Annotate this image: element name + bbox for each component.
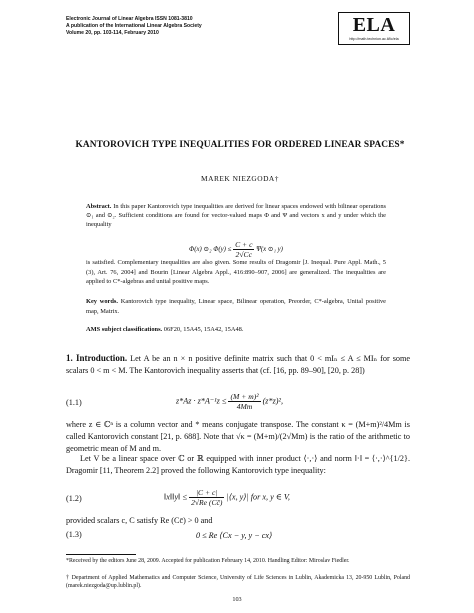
journal-header xyxy=(66,16,202,37)
abstract-text-2: is satisfied. Complementary inequalities are also given. Some results of Dragomir [J. Inequal. Pure Appl. Math., 5 (3), Art. 76, 2004] and Bourin [Linear Algebra Appl., 416:890–907, 2006] are generalized. The inequalities are applied to C*-algebras and unital positive maps. xyxy=(86,259,386,286)
equation-numerator: (M + m)² xyxy=(230,392,259,401)
ams-classification xyxy=(86,326,386,333)
equation-1-2 xyxy=(66,488,410,510)
footnote-affiliation: † Department of Applied Mathematics and Computer Science, University of Life Sciences in Lublin, Akademicka 13, 20-950 Lublin, Poland (marek.niezgoda@up.lublin.pl). xyxy=(66,575,410,589)
equation-number: (1.3) xyxy=(66,530,82,539)
equation-right: |⟨x, y⟩| for x, y ∈ V, xyxy=(226,492,290,502)
page-number: 103 xyxy=(232,596,242,603)
equation-denominator: 4Mm xyxy=(236,402,253,411)
abstract-eq-left: Φ(x) ⊙₂ Φ(y) ≤ xyxy=(189,246,232,254)
journal-line-1: Electronic Journal of Linear Algebra ISSN 1081-3810 xyxy=(66,16,193,22)
paragraph-4: provided scalars c, C satisfy Re (Cc̄) > 0 and xyxy=(66,516,213,525)
equation-numerator: |C + c| xyxy=(189,488,224,498)
equation-number: (1.1) xyxy=(66,398,82,407)
abstract-eq-numerator: C + c xyxy=(235,240,253,249)
paper-author: MAREK NIEZGODA† xyxy=(201,174,279,183)
ela-logo-url[interactable]: http://math.technion.ac.il/iic/ela xyxy=(349,37,399,41)
equation-1-1 xyxy=(66,392,410,414)
keywords-text: Kantorovich type inequality, Linear space, Bilinear operation, Preorder, C*-algebra, Unital positive map, Matrix. xyxy=(86,298,386,315)
equation-body xyxy=(164,488,290,507)
keywords-label: Key words. xyxy=(86,298,119,305)
footnote-rule xyxy=(66,554,136,555)
journal-line-2: A publication of the International Linear Algebra Society xyxy=(66,23,202,29)
equation-left: z*Az · z*A⁻¹z ≤ xyxy=(176,396,227,406)
equation-number: (1.2) xyxy=(66,494,82,503)
equation-fraction xyxy=(189,488,224,507)
abstract-text-1: In this paper Kantorovich type inequalities are derived for linear spaces endowed with bilinear operations ⊙₁ and ⊙₂. Sufficient conditions are found for vector-valued maps Φ and Ψ and vectors x and y under which the inequality xyxy=(86,203,386,229)
equation-denominator: 2√Re (Cc̄) xyxy=(191,498,223,507)
introduction-paragraph xyxy=(66,352,410,377)
ela-logo-text: ELA xyxy=(352,14,396,36)
introduction-text: Let A be an n × n positive definite matrix such that 0 < mIₙ ≤ A ≤ MIₙ for some scalars 0 < m < M. The Kantorovich inequality asserts that (cf. [16, pp. 89–90], [20, p. 28]) xyxy=(66,354,410,375)
equation-fraction xyxy=(228,392,260,411)
abstract-equation xyxy=(86,240,386,259)
abstract-eq-denominator: 2√Cc xyxy=(235,250,252,259)
journal-line-3: Volume 20, pp. 103-114, February 2010 xyxy=(66,30,159,36)
abstract-eq-fraction xyxy=(233,240,254,259)
abstract-label: Abstract. xyxy=(86,203,112,210)
keywords-paragraph xyxy=(86,297,386,316)
abstract-eq-right: Ψ(x ⊙₁ y) xyxy=(256,246,283,254)
paragraph-2: where z ∈ ℂⁿ is a column vector and * means conjugate transpose. The constant κ = (M+m)²/4Mm is called Kantorovich constant [21, p. 688]. Note that √κ = (M+m)/(2√Mm) is the ratio of the arithmetic to geometric mean of M and m. xyxy=(66,420,410,453)
equation-1-3 xyxy=(66,530,410,542)
ams-text: 06F20, 15A45, 15A42, 15A48. xyxy=(163,326,244,333)
equation-body: 0 ≤ Re ⟨Cx − y, y − cx⟩ xyxy=(196,531,273,540)
section-heading: 1. Introduction. xyxy=(66,353,128,363)
equation-right: (z*z)², xyxy=(262,396,283,406)
abstract-paragraph xyxy=(86,202,386,230)
equation-left: ‖x‖‖y‖ ≤ xyxy=(164,492,188,502)
ela-logo[interactable] xyxy=(338,12,410,45)
footnote-received: *Received by the editors June 28, 2009. Accepted for publication February 14, 2010. Handling Editor: Miroslav Fiedler. xyxy=(66,558,350,564)
ams-label: AMS subject classifications. xyxy=(86,326,163,333)
paragraph-3: Let V be a linear space over ℂ or ℝ equipped with inner product ⟨·,·⟩ and norm ‖·‖ = ⟨·,·⟩^{1/2}. Dragomir [11, Theorem 2.2] proved the following Kantorovich type inequality: xyxy=(66,454,410,475)
equation-body xyxy=(176,392,283,411)
paper-title: KANTOROVICH TYPE INEQUALITIES FOR ORDERED LINEAR SPACES* xyxy=(75,140,405,150)
